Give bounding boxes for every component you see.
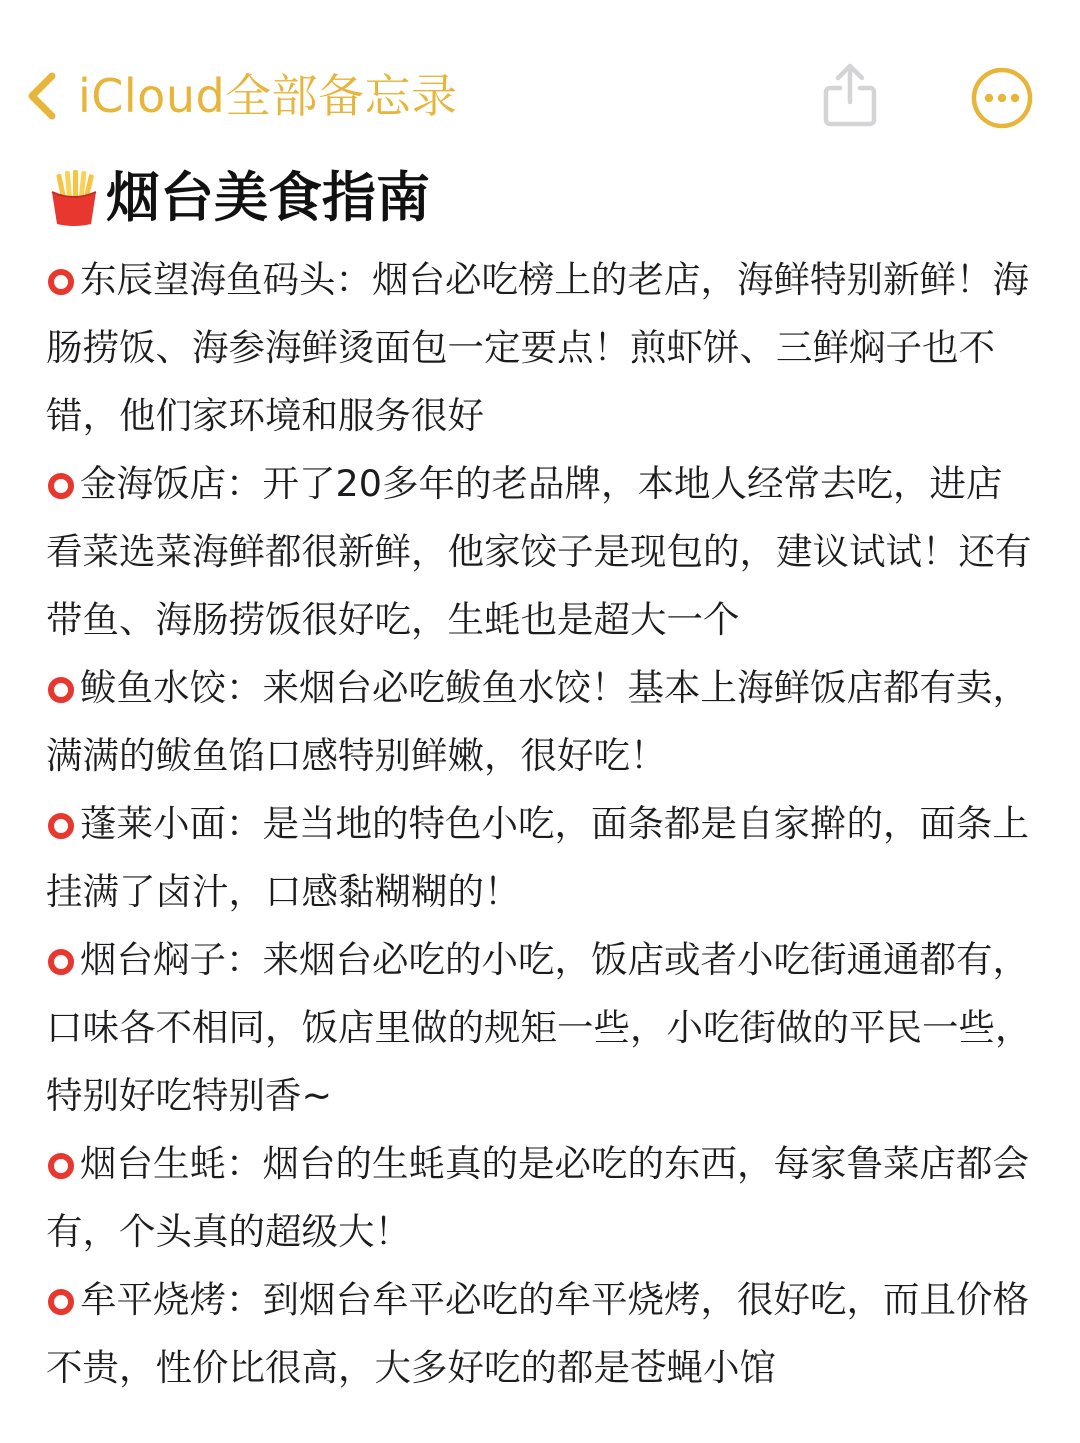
chevron-left-icon — [22, 66, 62, 126]
ellipsis-circle-icon — [970, 66, 1034, 130]
back-button-label: iCloud全部备忘录 — [78, 69, 458, 123]
list-item — [46, 790, 1036, 926]
share-button[interactable] — [818, 58, 882, 130]
list-item — [46, 246, 1036, 450]
navigation-bar — [0, 0, 1080, 150]
note-body[interactable] — [46, 246, 1036, 1402]
entry-text: 东辰望海鱼码头：烟台必吃榜上的老店，海鲜特别新鲜！海肠捞饭、海参海鲜烫面包一定要点！煎虾饼、三鲜焖子也不错，他们家环境和服务很好 — [46, 258, 1029, 437]
list-item — [46, 1130, 1036, 1266]
note-title-row — [46, 160, 430, 236]
entry-text: 烟台生蚝：烟台的生蚝真的是必吃的东西，每家鲁菜店都会有，个头真的超级大！ — [46, 1142, 1029, 1253]
entry-text: 金海饭店：开了20多年的老品牌，本地人经常去吃，进店看菜选菜海鲜都很新鲜，他家饺子是现包的，建议试试！还有带鱼、海肠捞饭很好吃，生蚝也是超大一个 — [46, 462, 1032, 641]
entry-text: 蓬莱小面：是当地的特色小吃，面条都是自家擀的，面条上挂满了卤汁，口感黏糊糊的！ — [46, 802, 1029, 913]
entry-text: 鲅鱼水饺：来烟台必吃鲅鱼水饺！基本上海鲜饭店都有卖，满满的鲅鱼馅口感特别鲜嫩，很好吃！ — [46, 666, 1029, 777]
red-circle-icon — [48, 677, 74, 703]
back-button[interactable] — [22, 64, 458, 128]
entry-text: 牟平烧烤：到烟台牟平必吃的牟平烧烤，很好吃，而且价格不贵，性价比很高，大多好吃的都是苍蝇小馆 — [46, 1278, 1029, 1389]
list-item — [46, 654, 1036, 790]
more-options-button[interactable] — [970, 66, 1034, 130]
list-item — [46, 926, 1036, 1130]
entry-text: 烟台焖子：来烟台必吃的小吃，饭店或者小吃街通通都有，口味各不相同，饭店里做的规矩一些，小吃街做的平民一些，特别好吃特别香~ — [46, 938, 1032, 1117]
note-title: 烟台美食指南 — [106, 166, 430, 229]
share-icon — [818, 58, 882, 130]
red-circle-icon — [48, 813, 74, 839]
list-item — [46, 1266, 1036, 1402]
red-circle-icon — [48, 1153, 74, 1179]
red-circle-icon — [48, 473, 74, 499]
red-circle-icon — [48, 1289, 74, 1315]
red-circle-icon — [48, 269, 74, 295]
red-circle-icon — [48, 949, 74, 975]
list-item — [46, 450, 1036, 654]
french-fries-icon — [46, 168, 102, 228]
